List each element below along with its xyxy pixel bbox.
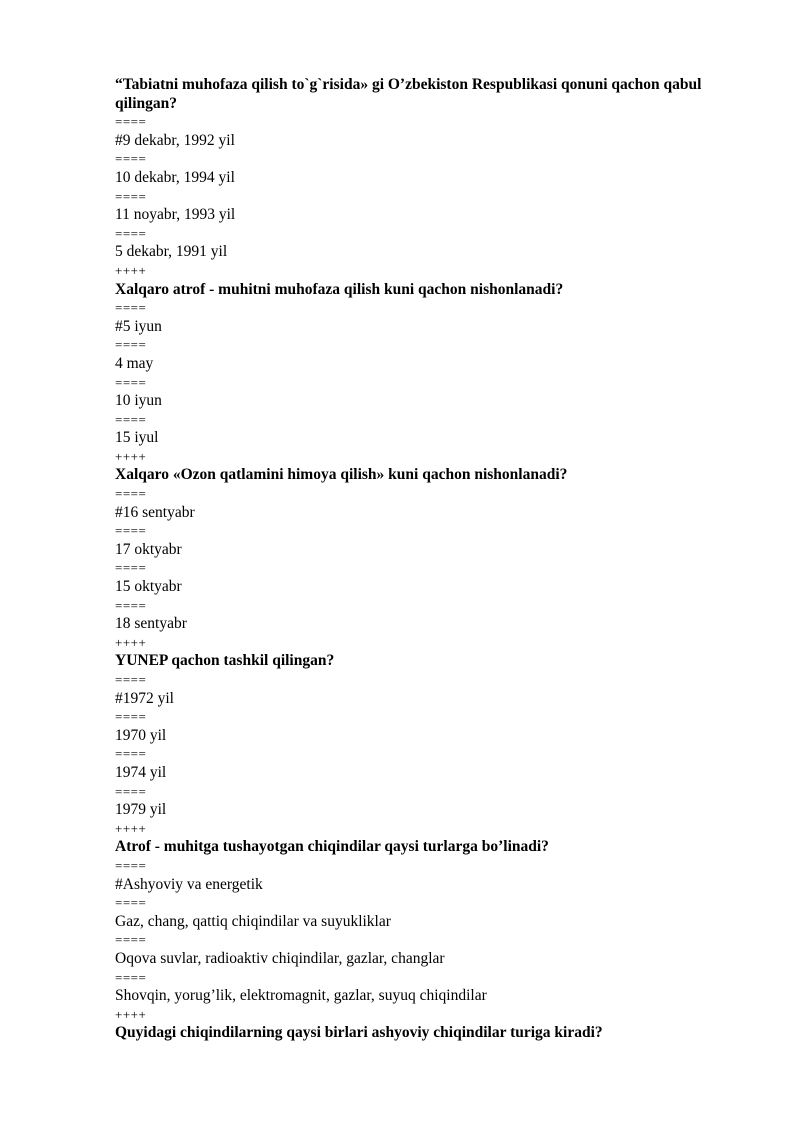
- answer-option: 4 may: [115, 354, 154, 372]
- question-text: YUNEP qachon tashkil qilingan?: [115, 652, 335, 670]
- answer-separator: ====: [115, 374, 147, 390]
- answer-option: 10 iyun: [115, 392, 162, 410]
- question-text: Atrof - muhitga tushayotgan chiqindilar qaysi turlarga bo’linadi?: [115, 838, 549, 856]
- answer-separator: ====: [115, 857, 147, 873]
- answer-option: 10 dekabr, 1994 yil: [115, 168, 235, 186]
- answer-separator: ====: [115, 932, 147, 948]
- answer-separator: ====: [115, 523, 147, 539]
- answer-separator: ====: [115, 560, 147, 576]
- answer-option: Shovqin, yorug’lik, elektromagnit, gazlar, suyuq chiqindilar: [115, 987, 487, 1005]
- answer-separator: ====: [115, 895, 147, 911]
- answer-separator: ====: [115, 486, 147, 502]
- answer-option: Oqova suvlar, radioaktiv chiqindilar, gazlar, changlar: [115, 949, 445, 967]
- answer-separator: ====: [115, 709, 147, 725]
- answer-option: Gaz, chang, qattiq chiqindilar va suyukliklar: [115, 912, 391, 930]
- question-text: Quyidagi chiqindilarning qaysi birlari ashyoviy chiqindilar turiga kiradi?: [115, 1024, 603, 1042]
- answer-option: 11 noyabr, 1993 yil: [115, 206, 236, 224]
- answer-separator: ====: [115, 746, 147, 762]
- answer-separator: ====: [115, 188, 147, 204]
- answer-option: 18 sentyabr: [115, 615, 187, 633]
- answer-option: #9 dekabr, 1992 yil: [115, 131, 235, 149]
- document-page: [115, 76, 735, 1043]
- answer-separator: ====: [115, 411, 147, 427]
- answer-separator: ====: [115, 225, 147, 241]
- answer-option: 1974 yil: [115, 763, 167, 781]
- answer-option: #16 sentyabr: [115, 503, 195, 521]
- answer-separator: ====: [115, 672, 147, 687]
- question-text: Xalqaro atrof - muhitni muhofaza qilish kuni qachon nishonlanadi?: [115, 280, 564, 298]
- answer-option: 17 oktyabr: [115, 540, 182, 558]
- answer-option: #5 iyun: [115, 317, 162, 335]
- answer-separator: ====: [115, 114, 147, 130]
- answer-option: #1972 yil: [115, 689, 174, 707]
- question-text: Xalqaro «Ozon qatlamini himoya qilish» kuni qachon nishonlanadi?: [115, 466, 568, 484]
- answer-separator: ====: [115, 597, 147, 613]
- answer-option: 5 dekabr, 1991 yil: [115, 243, 228, 261]
- answer-option: 15 iyul: [115, 429, 159, 447]
- answer-separator: ====: [115, 151, 147, 167]
- answer-separator: ====: [115, 300, 147, 316]
- answer-separator: ====: [115, 969, 147, 985]
- answer-option: #Ashyoviy va energetik: [115, 875, 263, 893]
- question-end-marker: ++++: [115, 262, 147, 278]
- question-end-marker: ++++: [115, 1006, 147, 1022]
- answer-option: 1970 yil: [115, 726, 167, 744]
- answer-separator: ====: [115, 783, 147, 799]
- question-end-marker: ++++: [115, 448, 147, 464]
- question-end-marker: ++++: [115, 634, 147, 650]
- answer-option: 1979 yil: [115, 801, 167, 819]
- answer-separator: ====: [115, 337, 147, 353]
- answer-option: 15 oktyabr: [115, 578, 182, 596]
- question-end-marker: ++++: [115, 820, 147, 836]
- question-text: “Tabiatni muhofaza qilish to`g`risida» gi O’zbekiston Respublikasi qonuni qachon qabul qilingan?: [115, 76, 702, 112]
